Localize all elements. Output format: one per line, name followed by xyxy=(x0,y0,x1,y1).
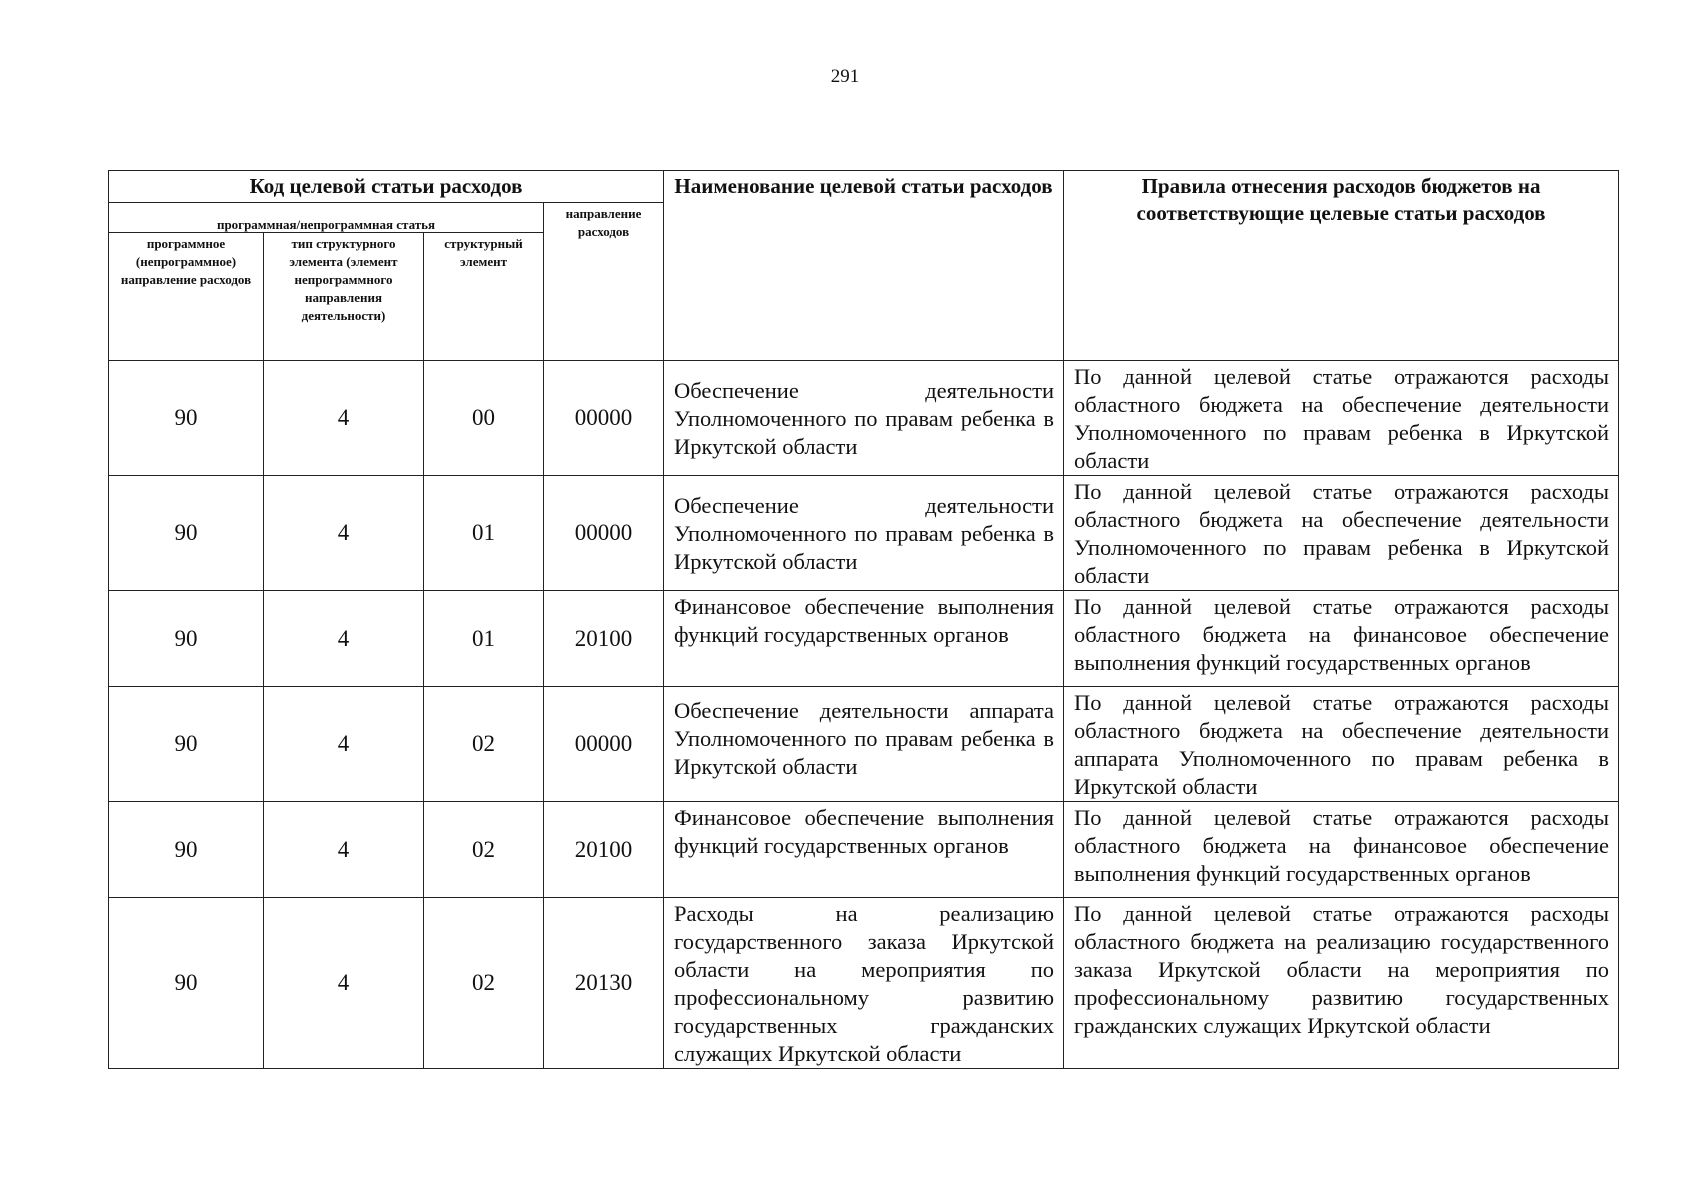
expense-name: Обеспечение деятельности Уполномоченного по правам ребенка в Иркутской области xyxy=(664,476,1064,591)
program-code: 90 xyxy=(109,687,264,802)
table-row xyxy=(109,802,1619,898)
program-code: 90 xyxy=(109,476,264,591)
page-number: 291 xyxy=(830,66,860,87)
expense-rule: По данной целевой статье отражаются расходы областного бюджета на обеспечение деятельности Уполномоченного по правам ребенка в Иркутской области xyxy=(1064,476,1619,591)
table-row xyxy=(109,898,1619,1069)
type-code: 4 xyxy=(264,687,424,802)
table-row xyxy=(109,687,1619,802)
type-code: 4 xyxy=(264,898,424,1069)
program-code: 90 xyxy=(109,361,264,476)
header-structural-type: тип структурного элемента (элемент непрограммного направления деятельности) xyxy=(264,233,424,361)
expense-name: Обеспечение деятельности Уполномоченного по правам ребенка в Иркутской области xyxy=(664,361,1064,476)
element-code: 02 xyxy=(424,802,544,898)
expense-rule: По данной целевой статье отражаются расходы областного бюджета на обеспечение деятельности аппарата Уполномоченного по правам ребенка в Иркутской области xyxy=(1064,687,1619,802)
type-code: 4 xyxy=(264,802,424,898)
direction-code: 00000 xyxy=(544,476,664,591)
table-row xyxy=(109,591,1619,687)
element-code: 00 xyxy=(424,361,544,476)
header-program-direction: программное (непрограммное) направление расходов xyxy=(109,233,264,361)
expense-rule: По данной целевой статье отражаются расходы областного бюджета на реализацию государственного заказа Иркутской области на мероприятия по профессиональному развитию государственных гражданских служащих Иркутской области xyxy=(1064,898,1619,1069)
expense-name: Обеспечение деятельности аппарата Уполномоченного по правам ребенка в Иркутской области xyxy=(664,687,1064,802)
expense-rule: По данной целевой статье отражаются расходы областного бюджета на финансовое обеспечение выполнения функций государственных органов xyxy=(1064,802,1619,898)
type-code: 4 xyxy=(264,591,424,687)
program-code: 90 xyxy=(109,802,264,898)
expense-name: Расходы на реализацию государственного заказа Иркутской области на мероприятия по профессиональному развитию государственных гражданских служащих Иркутской области xyxy=(664,898,1064,1069)
expense-rule: По данной целевой статье отражаются расходы областного бюджета на финансовое обеспечение выполнения функций государственных органов xyxy=(1064,591,1619,687)
element-code: 02 xyxy=(424,898,544,1069)
budget-code-table xyxy=(108,170,1619,1069)
header-direction: направление расходов xyxy=(544,203,664,361)
direction-code: 00000 xyxy=(544,687,664,802)
direction-code: 00000 xyxy=(544,361,664,476)
header-program-group: программная/непрограммная статья xyxy=(109,203,544,233)
header-structural-element: структурный элемент xyxy=(424,233,544,361)
type-code: 4 xyxy=(264,476,424,591)
type-code: 4 xyxy=(264,361,424,476)
expense-name: Финансовое обеспечение выполнения функций государственных органов xyxy=(664,591,1064,687)
element-code: 01 xyxy=(424,476,544,591)
header-name: Наименование целевой статьи расходов xyxy=(664,171,1064,361)
direction-code: 20100 xyxy=(544,802,664,898)
table-row xyxy=(109,361,1619,476)
program-code: 90 xyxy=(109,591,264,687)
header-code-group: Код целевой статьи расходов xyxy=(109,171,664,203)
program-code: 90 xyxy=(109,898,264,1069)
expense-name: Финансовое обеспечение выполнения функций государственных органов xyxy=(664,802,1064,898)
element-code: 01 xyxy=(424,591,544,687)
direction-code: 20100 xyxy=(544,591,664,687)
header-rules: Правила отнесения расходов бюджетов на соответствующие целевые статьи расходов xyxy=(1064,171,1619,361)
expense-rule: По данной целевой статье отражаются расходы областного бюджета на обеспечение деятельности Уполномоченного по правам ребенка в Иркутской области xyxy=(1064,361,1619,476)
direction-code: 20130 xyxy=(544,898,664,1069)
table-row xyxy=(109,476,1619,591)
element-code: 02 xyxy=(424,687,544,802)
